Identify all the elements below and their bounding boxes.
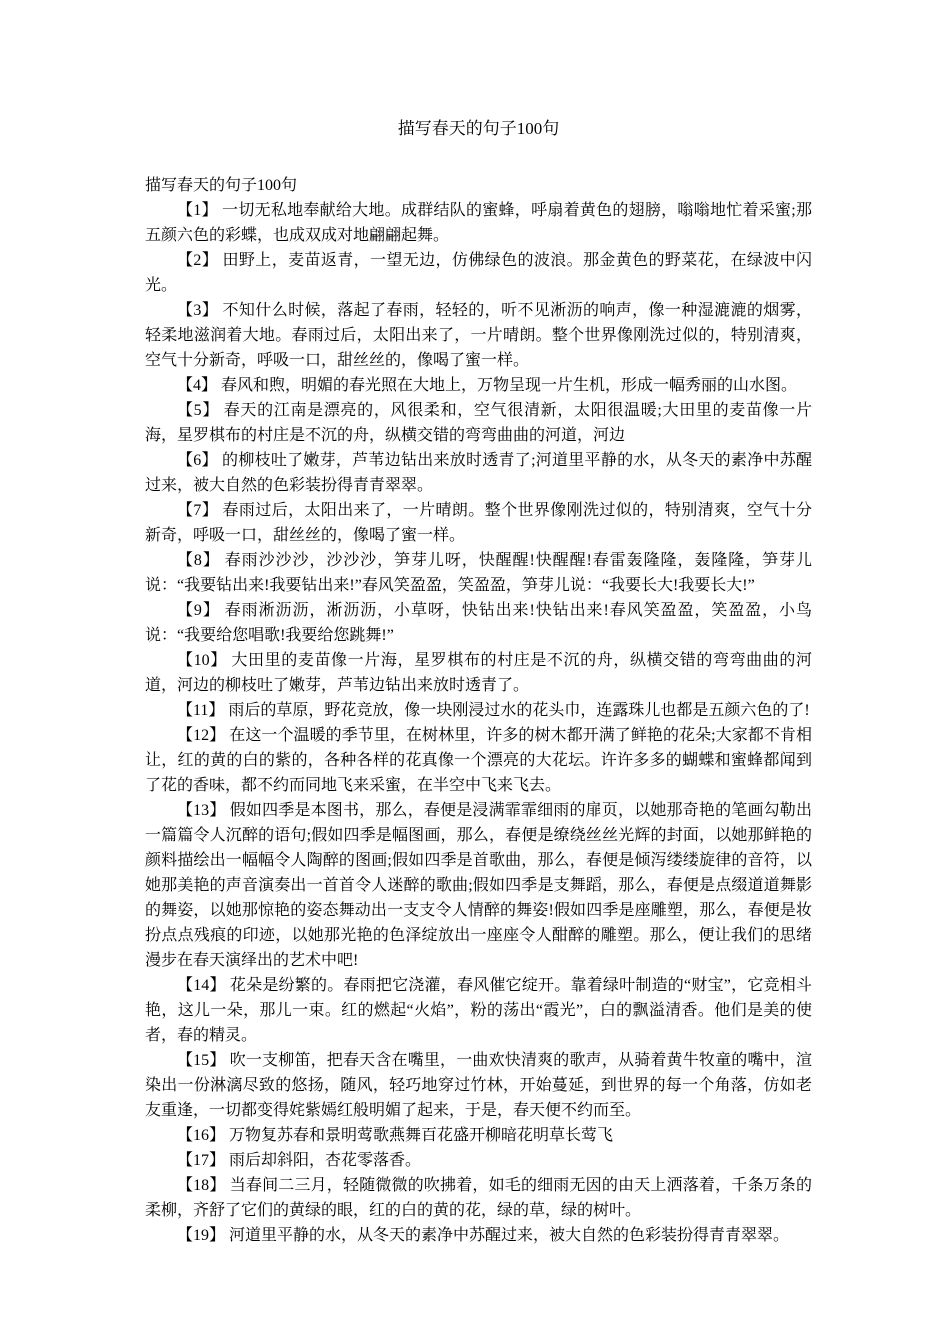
- paragraph-marker: 【16】: [177, 1127, 226, 1144]
- paragraph-item: [145, 498, 812, 548]
- paragraph-marker: 【13】: [177, 802, 226, 819]
- paragraph-text: 春雨过后，太阳出来了，一片晴朗。整个世界像刚洗过似的，特别清爽，空气十分新奇，呼吸一口，甜丝丝的，像喝了蜜一样。: [145, 502, 812, 544]
- paragraph-item: [145, 1148, 812, 1173]
- paragraph-text: 的柳枝吐了嫩芽，芦苇边钻出来放时透青了;河道里平静的水，从冬天的素净中苏醒过来，被大自然的色彩装扮得青青翠翠。: [145, 452, 812, 494]
- paragraph-text: 雨后却斜阳，杏花零落香。: [225, 1152, 422, 1169]
- document-title: 描写春天的句子100句: [397, 119, 560, 138]
- paragraph-text: 吹一支柳笛，把春天含在嘴里，一曲欢快清爽的歌声，从骑着黄牛牧童的嘴中，渲染出一份淋漓尽致的悠扬，随风，轻巧地穿过竹林，开始蔓延，到世界的每一个角落，仿如老友重逢，一切都变得姹紫嫣红般明媚了起来，于是，春天便不约而至。: [145, 1052, 812, 1119]
- paragraph-item: [145, 1223, 812, 1248]
- paragraph-marker: 【2】: [177, 252, 219, 269]
- paragraph-text: 花朵是纷繁的。春雨把它浇灌，春风催它绽开。靠着绿叶制造的“财宝”，它竞相斗艳，这儿一朵，那儿一束。红的燃起“火焰”，粉的荡出“霞光”，白的飘溢清香。他们是美的使者，春的精灵。: [145, 977, 812, 1044]
- paragraph-text: 大田里的麦苗像一片海，星罗棋布的村庄是不沉的舟，纵横交错的弯弯曲曲的河道，河边的柳枝吐了嫩芽，芦苇边钻出来放时透青了。: [145, 652, 812, 694]
- paragraph-item: [145, 398, 812, 448]
- paragraph-marker: 【19】: [177, 1227, 226, 1244]
- paragraph-item: [145, 648, 812, 698]
- paragraph-item: [145, 448, 812, 498]
- paragraph-text: 春天的江南是漂亮的，风很柔和，空气很清新，太阳很温暖;大田里的麦苗像一片海，星罗棋布的村庄是不沉的舟，纵横交错的弯弯曲曲的河道，河边: [145, 402, 812, 444]
- paragraph-text: 万物复苏春和景明莺歌燕舞百花盛开柳暗花明草长莺飞: [225, 1127, 614, 1144]
- paragraph-text: 假如四季是本图书，那么，春便是浸满霏霏细雨的扉页，以她那奇艳的笔画勾勒出一篇篇令人沉醉的语句;假如四季是幅图画，那么，春便是缭绕丝丝光辉的封面，以她那鲜艳的颜料描绘出一幅幅令人陶醉的图画;假如四季是首歌曲，那么，春便是倾泻缕缕旋律的音符，以她那美艳的声音演奏出一首首令人迷醉的歌曲;假如四季是支舞蹈，那么，春便是点缀道道舞影的舞姿，以她那惊艳的姿态舞动出一支支令人情醉的舞姿!假如四季是座雕塑，那么，春便是妆扮点点残痕的印迹，以她那光艳的色泽绽放出一座座令人酣醉的雕塑。那么，便让我们的思绪漫步在春天演绎出的艺术中吧!: [145, 802, 812, 969]
- paragraph-marker: 【8】: [177, 552, 220, 569]
- paragraph-marker: 【9】: [177, 602, 220, 619]
- paragraph-text: 在这一个温暖的季节里，在树林里，许多的树木都开满了鲜艳的花朵;大家都不肯相让，红的黄的白的紫的，各种各样的花真像一个漂亮的大花坛。许许多多的蝴蝶和蜜蜂都闻到了花的香味，都不约而同地飞来采蜜，在半空中飞来飞去。: [145, 727, 812, 794]
- paragraph-marker: 【12】: [177, 727, 226, 744]
- paragraph-marker: 【18】: [177, 1177, 226, 1194]
- paragraph-marker: 【7】: [177, 502, 219, 519]
- paragraph-marker: 【10】: [177, 652, 227, 669]
- paragraph-item: [145, 1173, 812, 1223]
- paragraph-marker: 【1】: [177, 202, 218, 219]
- paragraph-text: 一切无私地奉献给大地。成群结队的蜜蜂，呼扇着黄色的翅膀，嗡嗡地忙着采蜜;那五颜六色的彩蝶，也成双成对地翩翩起舞。: [145, 202, 812, 244]
- paragraph-item: [145, 298, 812, 373]
- paragraph-marker: 【14】: [177, 977, 226, 994]
- paragraph-text: 当春间二三月，轻随微微的吹拂着，如毛的细雨无因的由天上洒落着，千条万条的柔柳，齐舒了它们的黄绿的眼，红的白的黄的花，绿的草，绿的树叶。: [145, 1177, 812, 1219]
- paragraph-item: [145, 598, 812, 648]
- paragraph-item: [145, 973, 812, 1048]
- paragraph-text: 春雨淅沥沥，淅沥沥，小草呀，快钻出来!快钻出来!春风笑盈盈，笑盈盈，小鸟说：“我要给您唱歌!我要给您跳舞!”: [145, 602, 812, 644]
- paragraph-item: [145, 248, 812, 298]
- paragraph-marker: 【6】: [177, 452, 218, 469]
- paragraph-item: [145, 1123, 812, 1148]
- paragraph-text: 春雨沙沙沙，沙沙沙，笋芽儿呀，快醒醒!快醒醒!春雷轰隆隆，轰隆隆，笋芽儿说：“我要钻出来!我要钻出来!”春风笑盈盈，笑盈盈，笋芽儿说：“我要长大!我要长大!”: [145, 552, 812, 594]
- paragraph-marker: 【5】: [177, 402, 220, 419]
- paragraph-marker: 【3】: [177, 302, 219, 319]
- paragraph-text: 雨后的草原，野花竞放，像一块刚浸过水的花头巾，连露珠儿也都是五颜六色的了!: [224, 702, 810, 719]
- paragraph-item: [145, 198, 812, 248]
- paragraph-item: [145, 798, 812, 973]
- paragraph-item: [145, 373, 812, 398]
- paragraph-marker: 【4】: [177, 377, 218, 394]
- paragraph-item: [145, 548, 812, 598]
- document-subtitle: 描写春天的句子100句: [145, 177, 298, 194]
- paragraph-text: 春风和煦，明媚的春光照在大地上，万物呈现一片生机，形成一幅秀丽的山水图。: [217, 377, 798, 394]
- paragraph-list: [145, 198, 812, 1248]
- paragraph-marker: 【11】: [177, 702, 225, 719]
- paragraph-marker: 【17】: [177, 1152, 226, 1169]
- paragraph-item: [145, 698, 812, 723]
- paragraph-marker: 【15】: [177, 1052, 226, 1069]
- paragraph-item: [145, 1048, 812, 1123]
- paragraph-item: [145, 723, 812, 798]
- paragraph-text: 田野上，麦苗返青，一望无边，仿佛绿色的波浪。那金黄色的野菜花，在绿波中闪光。: [145, 252, 812, 294]
- paragraph-text: 不知什么时候，落起了春雨，轻轻的，听不见淅沥的响声，像一种湿漉漉的烟雾，轻柔地滋润着大地。春雨过后，太阳出来了，一片晴朗。整个世界像刚洗过似的，特别清爽，空气十分新奇，呼吸一口，甜丝丝的，像喝了蜜一样。: [145, 302, 812, 369]
- paragraph-text: 河道里平静的水，从冬天的素净中苏醒过来，被大自然的色彩装扮得青青翠翠。: [225, 1227, 790, 1244]
